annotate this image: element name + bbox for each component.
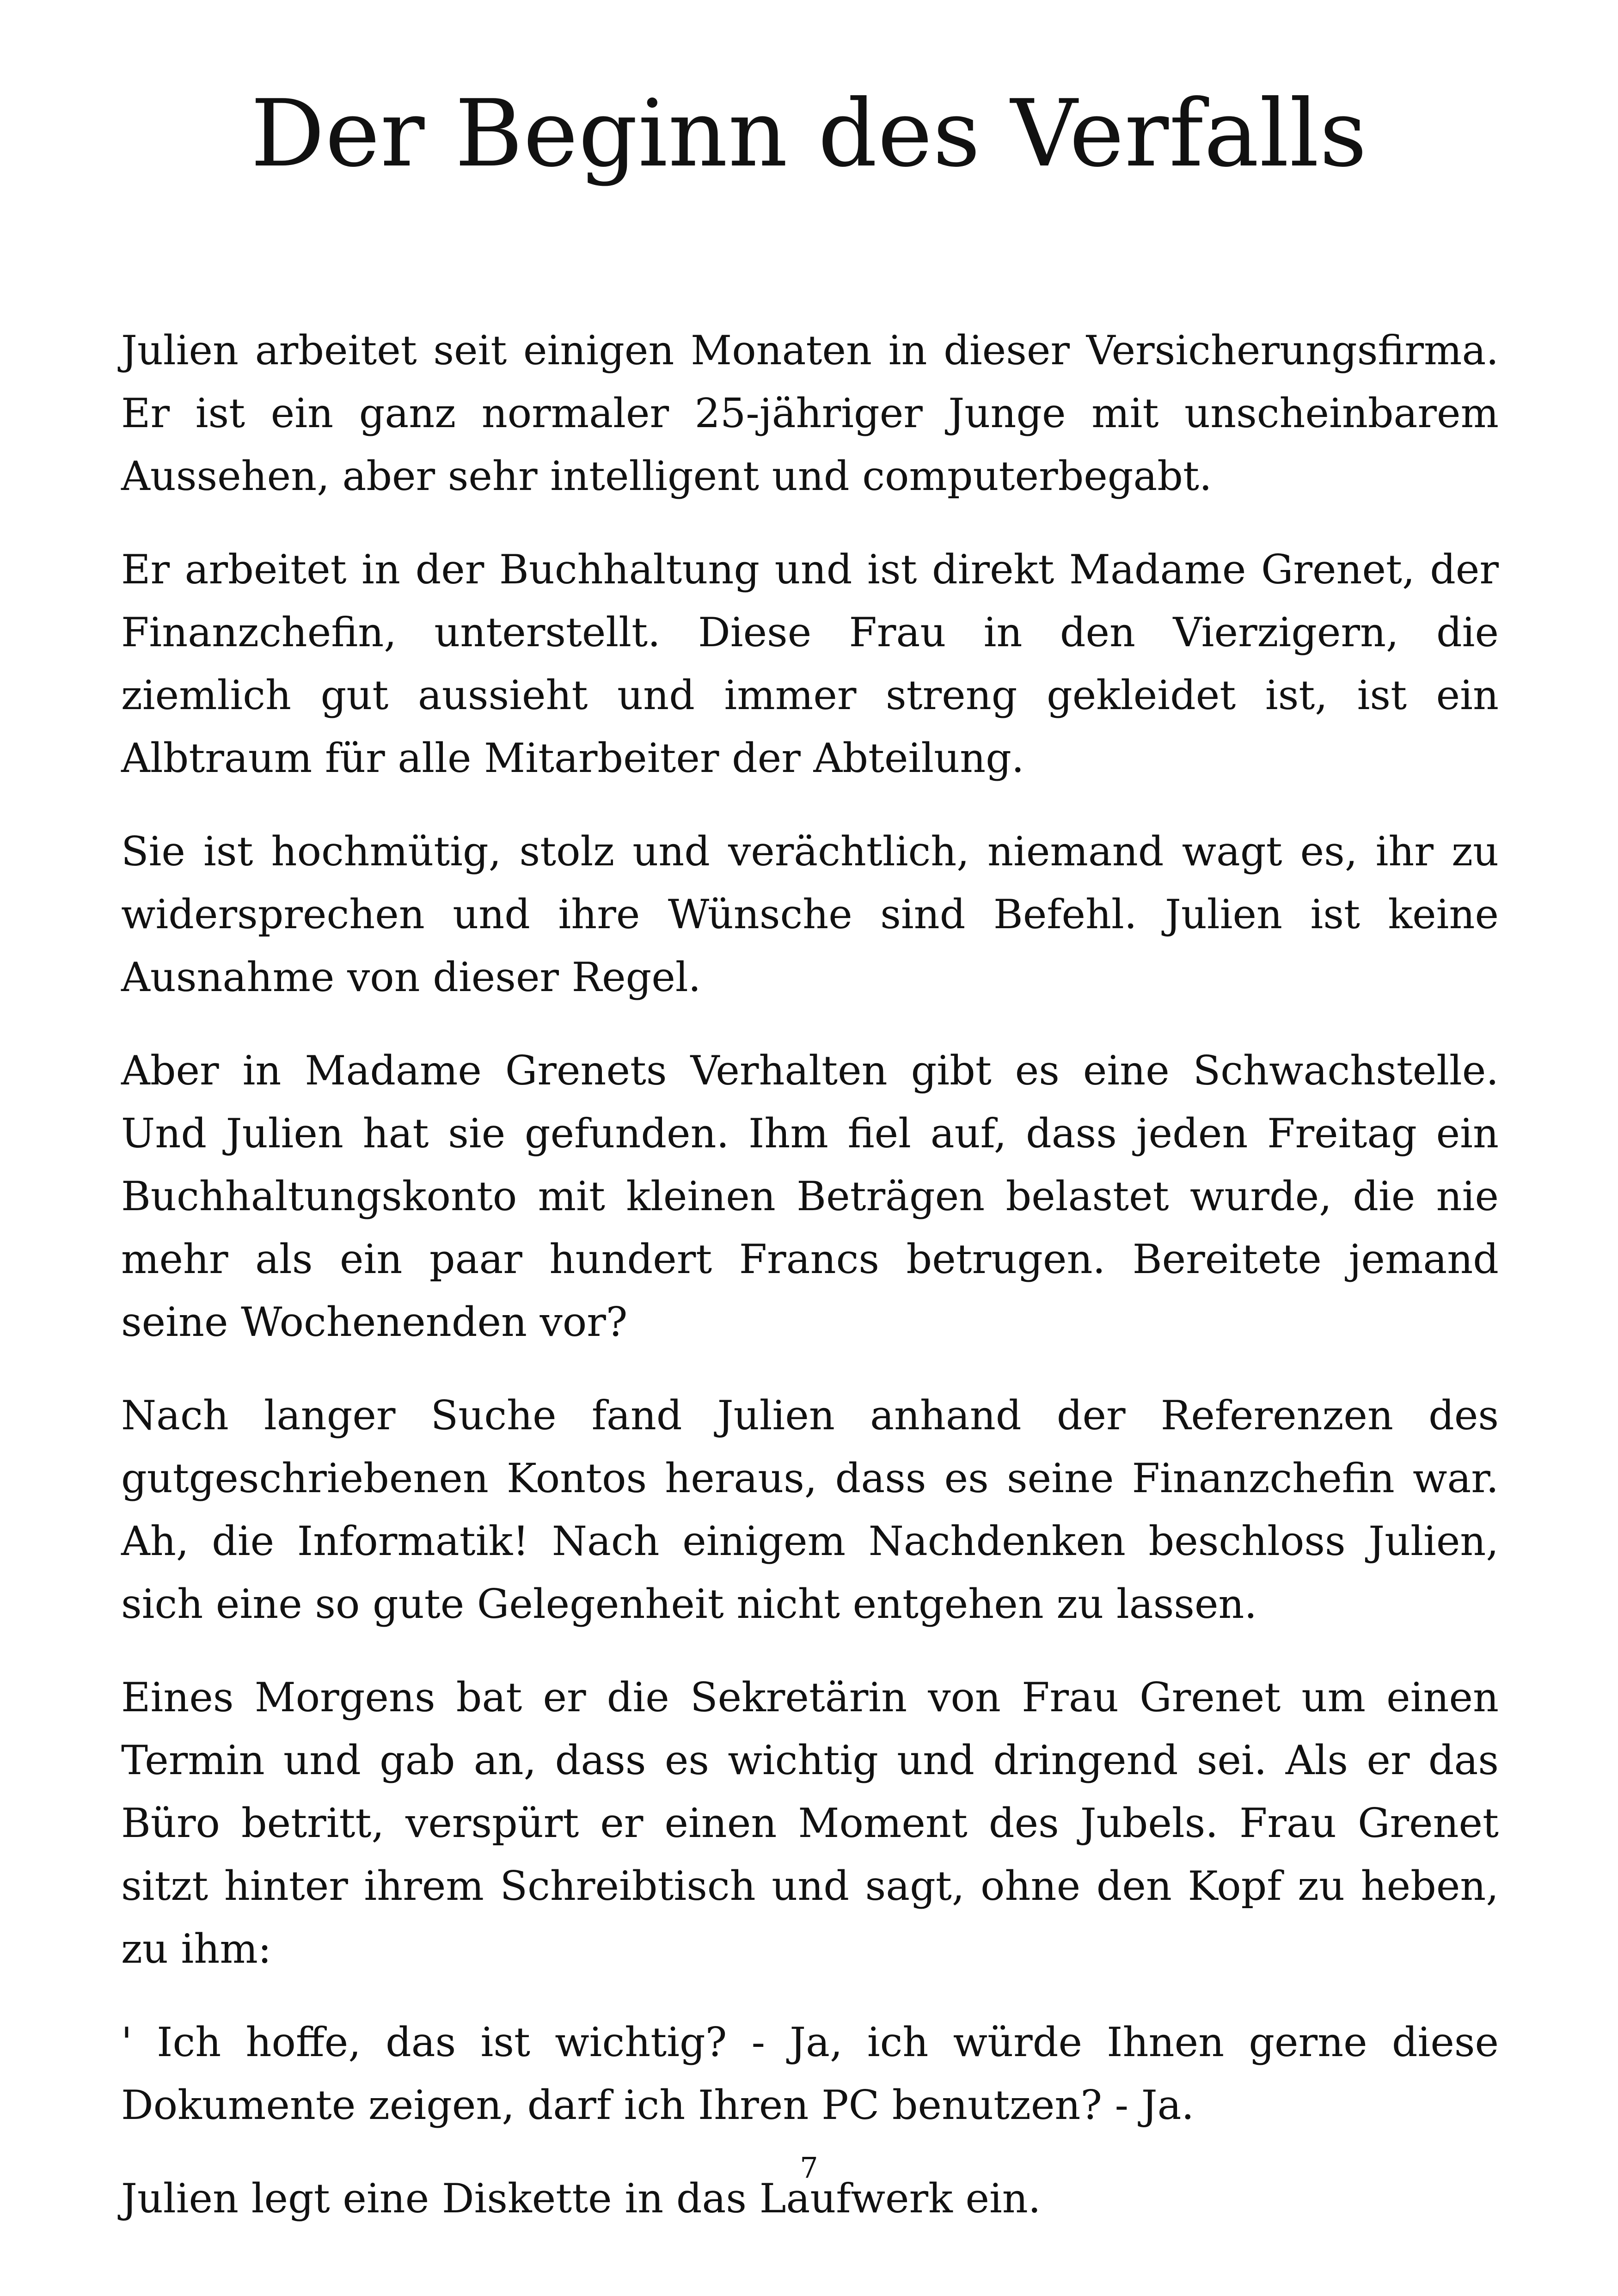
paragraph-5: Nach langer Suche fand Julien anhand der Referenzen des gutgeschriebenen Kontos heraus, dass es seine Finanzchefin war. Ah, die Informatik! Nach einigem Nachdenken beschloss Julien, sich eine so gute Gelegenheit nicht entgehen zu lassen. xyxy=(121,1392,1499,1628)
paragraph-1: Julien arbeitet seit einigen Monaten in dieser Versicherungsfirma. Er ist ein ganz normaler 25-jähriger Junge mit unscheinbarem Aussehen, aber sehr intelligent und computerbegabt. xyxy=(121,327,1499,500)
paragraph-6: Eines Morgens bat er die Sekretärin von Frau Grenet um einen Termin und gab an, dass es wichtig und dringend sei. Als er das Büro betritt, verspürt er einen Moment des Jubels. Frau Grenet sitzt hinter ihrem Schreibtisch und sagt, ohne den Kopf zu heben, zu ihm: xyxy=(121,1674,1499,1972)
paragraph-3: Sie ist hochmütig, stolz und verächtlich, niemand wagt es, ihr zu widersprechen und ihre Wünsche sind Befehl. Julien ist keine Ausnahme von dieser Regel. xyxy=(121,828,1499,1001)
paragraph-7: ' Ich hoffe, das ist wichtig? - Ja, ich würde Ihnen gerne diese Dokumente zeigen, darf ich Ihren PC benutzen? - Ja. xyxy=(121,2019,1499,2129)
page-number: 7 xyxy=(800,2151,818,2185)
paragraph-4: Aber in Madame Grenets Verhalten gibt es eine Schwachstelle. Und Julien hat sie gefunden. Ihm fiel auf, dass jeden Freitag ein Buchhaltungskonto mit kleinen Beträgen belastet wurde, die nie mehr als ein paar hundert Francs betrugen. Bereitete jemand seine Wochenenden vor? xyxy=(121,1047,1499,1346)
chapter-title: Der Beginn des Verfalls xyxy=(251,80,1367,188)
chapter-body xyxy=(121,319,1499,2260)
paragraph-8: Julien legt eine Diskette in das Laufwerk ein. xyxy=(121,2175,1041,2222)
paragraph-2: Er arbeitet in der Buchhaltung und ist direkt Madame Grenet, der Finanzchefin, unterstellt. Diese Frau in den Vierzigern, die ziemlich gut aussieht und immer streng gekleidet ist, ist ein Albtraum für alle Mitarbeiter der Abteilung. xyxy=(121,546,1499,782)
